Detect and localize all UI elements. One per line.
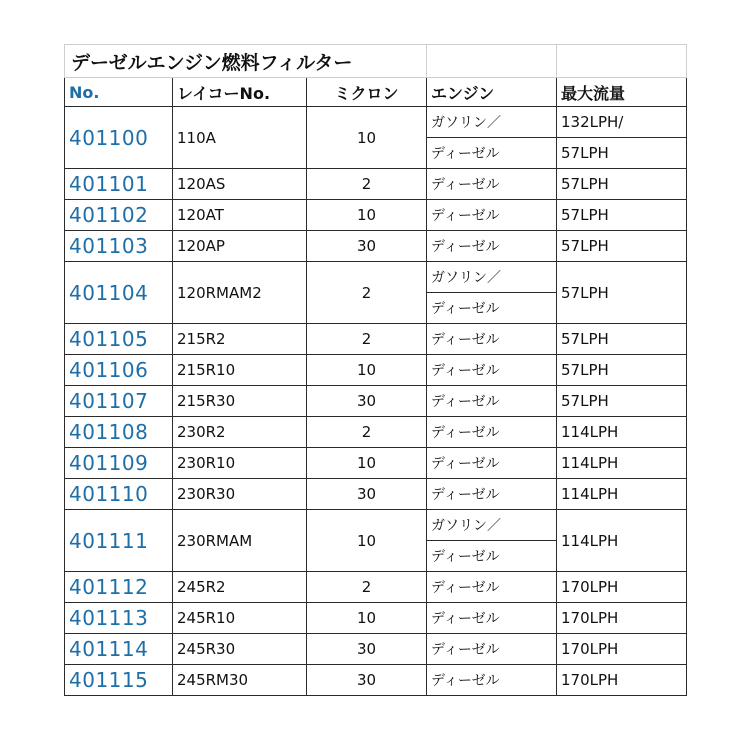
reico-number: 245R10 [173,603,307,634]
reico-number: 215R2 [173,324,307,355]
engine-type: ガソリン／ [427,262,557,293]
engine-type: ディーゼル [427,603,557,634]
table-row [65,634,687,665]
engine-type: ディーゼル [427,355,557,386]
table-row [65,479,687,510]
table-row [65,665,687,696]
micron-value: 30 [307,386,427,417]
reico-number: 120AS [173,169,307,200]
micron-value: 2 [307,169,427,200]
micron-value: 10 [307,107,427,169]
header-row [65,78,687,107]
engine-type: ディーゼル [427,634,557,665]
reico-number: 245R30 [173,634,307,665]
title-empty-cell [427,45,557,78]
part-number: 401105 [65,324,173,355]
part-number: 401110 [65,479,173,510]
table-title: デーゼルエンジン燃料フィルター [65,45,427,78]
part-number: 401109 [65,448,173,479]
reico-number: 230R30 [173,479,307,510]
engine-type: ガソリン／ [427,510,557,541]
engine-type: ディーゼル [427,479,557,510]
micron-value: 30 [307,231,427,262]
reico-number: 230R10 [173,448,307,479]
max-flow-value: 114LPH [557,510,687,572]
micron-value: 30 [307,634,427,665]
table-row [65,386,687,417]
table-row [65,169,687,200]
part-number: 401103 [65,231,173,262]
max-flow-value: 57LPH [557,231,687,262]
max-flow-value: 57LPH [557,169,687,200]
engine-type: ディーゼル [427,200,557,231]
max-flow-value: 57LPH [557,200,687,231]
micron-value: 10 [307,355,427,386]
micron-value: 10 [307,603,427,634]
max-flow-value: 114LPH [557,448,687,479]
table-row [65,510,687,541]
engine-type: ディーゼル [427,665,557,696]
part-number: 401104 [65,262,173,324]
engine-type: ディーゼル [427,293,557,324]
micron-value: 2 [307,417,427,448]
table-row [65,448,687,479]
table-row [65,324,687,355]
column-header-engine: エンジン [427,78,557,107]
table-row [65,107,687,138]
engine-type: ディーゼル [427,169,557,200]
reico-number: 215R10 [173,355,307,386]
micron-value: 10 [307,200,427,231]
reico-number: 120AP [173,231,307,262]
max-flow-value: 114LPH [557,417,687,448]
max-flow-value: 57LPH [557,355,687,386]
max-flow-value: 170LPH [557,665,687,696]
part-number: 401111 [65,510,173,572]
engine-type: ディーゼル [427,138,557,169]
micron-value: 2 [307,572,427,603]
micron-value: 10 [307,448,427,479]
max-flow-value: 57LPH [557,386,687,417]
engine-type: ディーゼル [427,448,557,479]
micron-value: 30 [307,479,427,510]
column-header-max-flow: 最大流量 [557,78,687,107]
engine-type: ディーゼル [427,541,557,572]
reico-number: 245RM30 [173,665,307,696]
column-header-micron: ミクロン [307,78,427,107]
column-header-no: No. [65,78,173,107]
part-number: 401114 [65,634,173,665]
part-number: 401101 [65,169,173,200]
engine-type: ディーゼル [427,324,557,355]
part-number: 401100 [65,107,173,169]
max-flow-value: 57LPH [557,262,687,324]
spec-sheet [64,44,686,696]
engine-type: ディーゼル [427,231,557,262]
micron-value: 10 [307,510,427,572]
part-number: 401106 [65,355,173,386]
part-number: 401112 [65,572,173,603]
reico-number: 120AT [173,200,307,231]
reico-number: 110A [173,107,307,169]
max-flow-value: 57LPH [557,324,687,355]
engine-type: ガソリン／ [427,107,557,138]
micron-value: 2 [307,324,427,355]
engine-type: ディーゼル [427,417,557,448]
max-flow-value: 170LPH [557,634,687,665]
reico-number: 230R2 [173,417,307,448]
table-row [65,262,687,293]
table-row [65,417,687,448]
engine-type: ディーゼル [427,386,557,417]
micron-value: 2 [307,262,427,324]
fuel-filter-table [64,44,687,696]
max-flow-value: 132LPH/ [557,107,687,138]
table-row [65,572,687,603]
part-number: 401108 [65,417,173,448]
max-flow-value: 57LPH [557,138,687,169]
max-flow-value: 170LPH [557,603,687,634]
table-row [65,200,687,231]
max-flow-value: 170LPH [557,572,687,603]
part-number: 401115 [65,665,173,696]
title-row [65,45,687,78]
table-row [65,231,687,262]
engine-type: ディーゼル [427,572,557,603]
reico-number: 245R2 [173,572,307,603]
max-flow-value: 114LPH [557,479,687,510]
reico-number: 215R30 [173,386,307,417]
column-header-reico-no: レイコーNo. [173,78,307,107]
table-row [65,603,687,634]
micron-value: 30 [307,665,427,696]
part-number: 401107 [65,386,173,417]
title-empty-cell [557,45,687,78]
reico-number: 230RMAM [173,510,307,572]
table-row [65,355,687,386]
part-number: 401102 [65,200,173,231]
part-number: 401113 [65,603,173,634]
reico-number: 120RMAM2 [173,262,307,324]
